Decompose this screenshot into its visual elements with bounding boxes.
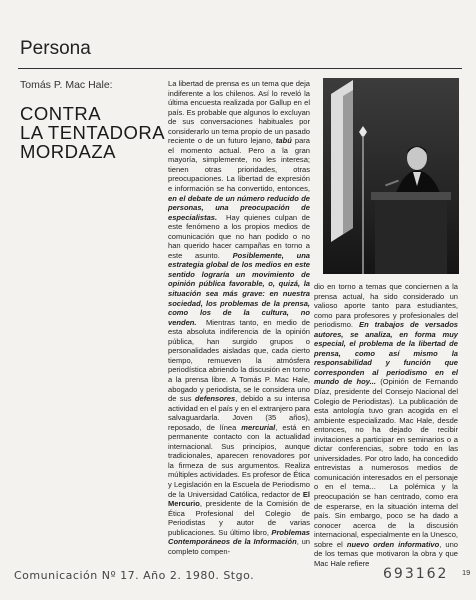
col1-segment: , presidente de la Comisión de Ética Profesional del Colegio de Periodistas y autor de varias publicaciones. Su último libro, [168,499,310,537]
col2-segment: dio en torno a temas que conciernen a la prensa actual, ha sido considerado un valioso aporte tanto para estudiantes, como para profesores y profesionales del periodismo. [314,282,458,330]
flag-shadow [343,90,353,234]
col2-segment: En trabajos de versados autores, se analiza, en forma muy especial, el problema de la libertad de prensa, como así mismo la responsabilidad y función que corresponden al periodismo en el mundo de hoy... [314,320,459,387]
col1-segment: defensores [194,394,236,404]
col1-segment: tabú [275,136,292,146]
handwritten-stamp-number: 693162 [383,566,449,582]
title-line-2: LA TENTADORA [20,122,166,143]
col1-segment: mercurial [241,422,276,432]
col1-segment: para el momento actual. Pero a la gran mayoría, simplemente, no les interesa; tienen otras prioridades, otras preocupaciones. La libertad de expresión e información se ha convertido, entonces, [168,136,311,194]
col2-segment: , uno de los temas que motivaron la obra y que Mac Hale refiere [314,539,458,568]
col2-segment: La polémica y la preocupación se han centrado, como era de esperarse, en la situación interna del país. Sin embargo, poco se ha dado a conocer acerca de la discusión internacional, especialmente en la Unesco, sobre el [314,482,459,549]
col2-segment: La publicación de esta antología tuvo gran acogida en el ambiente especializado. Mac Hale, desde entonces, no ha dejado de recibir invitaciones a participar en seminarios o a dictar conferencias, sobre todo en las universidades. Por otro lado, ha concedido entrevistas a numerosos medios de comunicación interesados en el personaje o en el tema... [314,396,458,492]
col1-segment: , está en permanente contacto con la actualidad internacional. Sus principios, aunque tradicionales, aparecen renovadores por la firmeza de sus argumentos. Realiza múltiples actividades. Es profesor de Ética y Legislación en la Escuela de Periodismo de la Universidad Católica, redactor de [168,422,310,499]
col1-segment: en el debate de un número reducido de personas, una preocupación de especialistas. [168,193,310,222]
article-column-2 [314,282,458,568]
col1-segment: , debido a su intensa actividad en el país y en el extranjero para salvaguardarla. Joven (35 años), reposado, de línea [168,394,310,432]
column-2-text [314,282,458,568]
section-heading: Persona [20,38,91,59]
flagpole [362,136,364,274]
article-column-1 [168,79,310,556]
author-byline: Tomás P. Mac Hale: [20,79,113,91]
col1-segment: Problemas Contemporáneos de la Información [168,527,310,547]
col1-segment: , un completo compen- [168,537,310,556]
col1-segment: Hay quienes culpan de este fenómeno a los propios medios de comunicación que no han podido o no han querido hacer campañas en torno a este asunto. [168,212,310,260]
col1-segment: Mientras tanto, en medio de esta absoluta indiferencia de la opinión pública, han surgido grupos o personalidades aisladas que, cada cierto tiempo, remueven la atmósfera periodística abriendo la discusión en torno a la prensa libre. A Tomás P. Mac Hale, abogado y periodista, se le considera uno de sus [168,317,310,404]
col2-segment: (Opinión de Fernando Díaz, presidente del Consejo Nacional del Colegio de Periodistas). [314,377,458,406]
col1-segment: Posiblemente, una estrategia global de los medios en este sentido lograría un movimiento de opinión pública favorable, o, quizá, la situación sea más grave: en nuestra sociedad, los problemas de la prensa, como los de la cultura, no venden. [168,250,311,327]
col2-segment: nuevo orden informativo [346,539,440,549]
column-1-text [168,79,310,556]
podium [375,196,447,274]
col1-segment: La libertad de prensa es un tema que deja indiferente a los chilenos. Así lo reveló la última encuesta realizada por Gallup en el país. Es probable que algunos lo excluyan de sus conversaciones habituales por considerarlo un tema propio de un pasado reciente o de un futuro lejano, [168,79,310,146]
portrait-photo [323,78,459,274]
header-rule [18,68,462,69]
article-title [20,104,165,161]
page-number: 19 [462,568,471,577]
col1-segment: El Mercurio [168,489,310,509]
handwritten-source-note: Comunicación Nº 17. Año 2. 1980. Stgo. [14,569,255,582]
title-line-3: MORDAZA [20,141,116,162]
title-line-1: CONTRA [20,103,102,124]
podium-top [371,192,451,200]
